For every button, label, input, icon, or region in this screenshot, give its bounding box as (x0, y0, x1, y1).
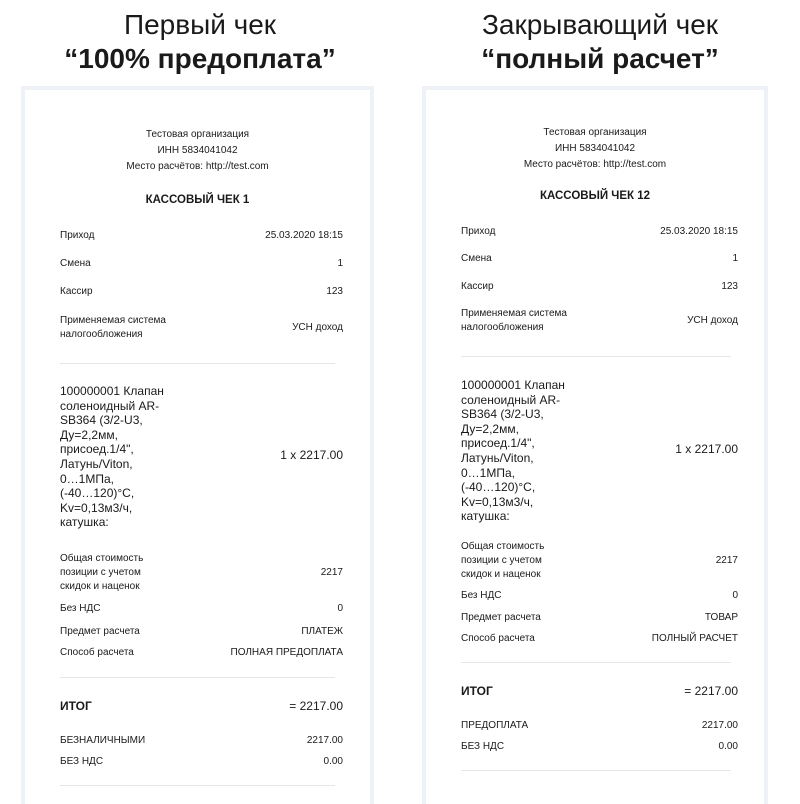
row-label: Без НДС (60, 603, 101, 614)
row-smena (461, 253, 738, 264)
row-total-cost (60, 552, 343, 594)
row-value: 0.00 (323, 756, 343, 767)
row-label: Применяемая система налогообложения (461, 308, 567, 333)
row-label: Общая стоимость позиции с учетом скидок и наценок (461, 541, 545, 580)
row-value: 0 (732, 590, 738, 601)
separator (461, 662, 731, 663)
org-name: Тестовая организация (145, 129, 250, 140)
row-prihod (60, 230, 343, 241)
separator (60, 363, 335, 364)
row-value: 123 (721, 281, 738, 292)
row-itog (461, 684, 738, 698)
row-smena (60, 258, 343, 269)
row-value: 1 (732, 253, 738, 264)
separator (461, 356, 731, 357)
row-value: УСН доход (687, 315, 738, 326)
itog-label: ИТОГ (461, 684, 493, 698)
row-label: БЕЗНАЛИЧНЫМИ (60, 735, 146, 746)
row-label: Смена (461, 253, 492, 264)
row-label: Смена (60, 258, 91, 269)
header-left-line2: “100% предоплата” (64, 43, 336, 74)
row-value: УСН доход (292, 322, 343, 333)
row-label: Общая стоимость позиции с учетом скидок и наценок (60, 553, 144, 592)
org-inn: ИНН 5834041042 (554, 143, 636, 154)
row-value: 0.00 (718, 741, 738, 752)
row-value: 2217.00 (306, 735, 343, 746)
row-label: Без НДС (461, 590, 502, 601)
item-qty: 1 x 2217.00 (280, 448, 343, 462)
row-label: ПРЕДОПЛАТА (461, 720, 529, 731)
itog-label: ИТОГ (60, 699, 92, 713)
row-tax-system (60, 314, 343, 342)
row-kassir (461, 281, 738, 292)
row-value: ПОЛНАЯ ПРЕДОПЛАТА (230, 647, 343, 658)
itog-value: = 2217.00 (289, 699, 343, 713)
org-place: Место расчётов: http://test.com (126, 161, 269, 172)
row-total-cost (461, 540, 738, 582)
row-label: Способ расчета (461, 633, 535, 644)
header-right-line1: Закрывающий чек (481, 9, 719, 40)
item-name: 100000001 Клапан соленоидный AR- SB364 (3/2-U3, Ду=2,2мм, присоед.1/4", Латунь/Viton, 0…1МПа, (-40…120)°С, Kv=0,13м3/ч, катушка: (461, 378, 565, 524)
row-label: Способ расчета (60, 647, 134, 658)
row-value: 0 (337, 603, 343, 614)
row-no-vat (60, 756, 343, 767)
row-subject (461, 612, 738, 623)
receipt-title: КАССОВЫЙ ЧЕК 12 (539, 190, 651, 202)
header-right-line2: “полный расчет” (481, 43, 719, 74)
row-label: Применяемая система налогообложения (60, 315, 166, 340)
row-label: БЕЗ НДС (461, 741, 505, 752)
row-value: 123 (326, 286, 343, 297)
row-no-vat (461, 741, 738, 752)
row-value: ТОВАР (704, 612, 738, 623)
org-inn: ИНН 5834041042 (157, 145, 238, 156)
row-itog (60, 699, 343, 713)
itog-value: = 2217.00 (684, 684, 738, 698)
row-tax-system (461, 307, 738, 335)
row-value: ПЛАТЕЖ (301, 626, 343, 637)
row-value: 25.03.2020 18:15 (660, 226, 738, 237)
row-prepayment (461, 720, 738, 731)
row-payment (60, 735, 343, 746)
row-label: БЕЗ НДС (60, 756, 104, 767)
row-kassir (60, 286, 343, 297)
row-vat (60, 603, 343, 614)
row-value: 2217.00 (701, 720, 738, 731)
row-value: ПОЛНЫЙ РАСЧЕТ (651, 633, 738, 644)
row-value: 2217 (715, 555, 738, 566)
item-name: 100000001 Клапан соленоидный AR- SB364 (3/2-U3, Ду=2,2мм, присоед.1/4", Латунь/Viton, 0…1МПа, (-40…120)°С, Kv=0,13м3/ч, катушка: (60, 384, 164, 530)
row-label: Кассир (60, 286, 93, 297)
row-value: 2217 (320, 567, 343, 578)
org-name: Тестовая организация (543, 127, 647, 138)
row-value: 25.03.2020 18:15 (265, 230, 343, 241)
row-prihod (461, 226, 738, 237)
header-left (0, 8, 400, 76)
row-subject (60, 626, 343, 637)
separator (60, 677, 335, 678)
header-left-line1: Первый чек (123, 9, 277, 40)
row-method (60, 647, 343, 658)
row-method (461, 633, 738, 644)
org-place: Место расчётов: http://test.com (523, 159, 667, 170)
row-label: Предмет расчета (461, 612, 541, 623)
receipt-first (21, 86, 374, 804)
header-right (400, 8, 800, 76)
row-vat (461, 590, 738, 601)
receipt-title: КАССОВЫЙ ЧЕК 1 (145, 194, 250, 206)
row-label: Предмет расчета (60, 626, 140, 637)
row-label: Приход (461, 226, 496, 237)
receipt-closing (422, 86, 768, 804)
row-label: Приход (60, 230, 95, 241)
item-qty: 1 x 2217.00 (675, 442, 738, 456)
row-label: Кассир (461, 281, 494, 292)
row-value: 1 (337, 258, 343, 269)
separator (60, 785, 335, 786)
separator (461, 770, 731, 771)
